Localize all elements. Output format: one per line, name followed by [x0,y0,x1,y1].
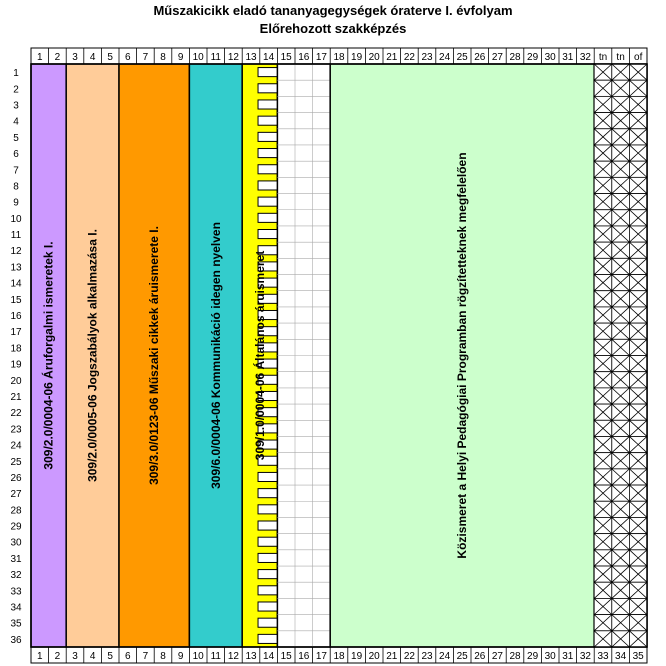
row-label: 30 [10,537,22,549]
column-label-top: 24 [439,52,451,63]
column-label-top: 7 [142,52,149,63]
notch [258,100,277,109]
column-label-top: 10 [192,52,204,63]
row-label: 21 [10,391,22,403]
row-label: 25 [10,456,22,468]
column-label-bottom: 14 [263,651,275,662]
row-label: 6 [13,149,19,161]
column-label-top: 26 [474,52,486,63]
column-label-bottom: 15 [280,651,292,662]
column-label-top: tn [598,52,608,63]
notch [258,586,277,595]
row-label: 23 [10,424,22,436]
row-label: 2 [13,84,19,96]
column-label-bottom: 22 [403,651,415,662]
row-label: 31 [10,553,22,565]
row-label: 14 [10,278,22,290]
row-label: 5 [13,132,19,144]
column-label-top: 18 [333,52,345,63]
column-label-top: 1 [37,52,43,63]
column-label-bottom: 29 [527,651,539,662]
column-label-top: 12 [227,52,239,63]
column-label-top: 29 [527,52,539,63]
notch [258,68,277,77]
notch [258,553,277,562]
row-label: 32 [10,570,22,582]
row-label: 22 [10,408,22,420]
column-label-top: tn [616,52,625,63]
column-label-top: 32 [579,52,591,63]
column-label-bottom: 21 [386,651,398,662]
notch [258,505,277,514]
row-label: 27 [10,489,22,501]
column-label-top: 16 [298,52,310,63]
row-label: 36 [10,634,22,646]
row-label: 19 [10,359,22,371]
notch [258,165,277,174]
column-label-bottom: 3 [72,651,78,662]
column-label-top: 2 [54,52,61,63]
column-label-bottom: 23 [421,651,433,662]
column-label-bottom: 6 [125,651,131,662]
column-label-top: 11 [210,52,221,63]
column-label-top: 15 [280,52,292,63]
column-label-bottom: 18 [333,651,345,662]
column-label-top: 8 [160,52,166,63]
column-label-bottom: 9 [177,651,184,662]
notch [258,521,277,530]
block-label: 309/6.0/0004-06 Kommunikáció idegen nyelven [208,222,223,489]
column-label-bottom: 35 [632,651,644,662]
row-label: 1 [13,68,19,80]
notch [258,181,277,190]
column-label-bottom: 20 [368,651,380,662]
block-label: Közismeret a Helyi Pedagógiai Programban rögzítetteknek megfelelően [455,152,470,559]
column-label-bottom: 7 [142,651,149,662]
column-label-bottom: 2 [54,651,61,662]
column-label-bottom: 34 [615,651,627,662]
block-label: 309/2.0/0005-06 Jogszabályok alkalmazása I. [85,229,100,482]
row-label: 35 [10,618,22,630]
row-label: 16 [10,311,22,323]
notch [258,213,277,222]
column-label-top: 31 [562,52,574,63]
column-label-bottom: 5 [107,651,113,662]
column-label-bottom: 11 [210,651,221,662]
row-label: 3 [13,100,19,112]
column-label-bottom: 25 [456,651,468,662]
column-label-top: 13 [245,52,257,63]
column-label-top: 6 [125,52,131,63]
row-label: 17 [10,327,22,339]
column-label-top: 28 [509,52,521,63]
column-label-top: 25 [456,52,468,63]
column-label-bottom: 4 [89,651,96,662]
notch [258,602,277,611]
column-label-bottom: 8 [160,651,166,662]
row-label: 11 [10,230,22,242]
notch [258,472,277,481]
row-label: 15 [10,294,22,306]
column-label-bottom: 1 [37,651,43,662]
notch [258,230,277,239]
column-label-bottom: 17 [315,651,327,662]
notch [258,634,277,643]
row-label: 34 [10,602,22,614]
notch [258,537,277,546]
row-label: 7 [13,165,19,177]
notch [258,618,277,627]
row-label: 26 [10,472,22,484]
block-label: 309/3.0/0123-06 Műszaki cikkek áruismerete I. [147,226,162,485]
notch [258,116,277,125]
row-label: 18 [10,343,22,355]
notch [258,197,277,206]
row-label: 8 [13,181,19,193]
column-label-top: 27 [491,52,503,63]
notch [258,132,277,141]
row-label: 24 [10,440,22,452]
row-label: 20 [10,375,22,387]
column-label-bottom: 12 [227,651,239,662]
column-label-bottom: 13 [245,651,257,662]
column-label-top: 21 [386,52,398,63]
column-label-bottom: 31 [562,651,574,662]
row-label: 4 [13,116,19,128]
row-label: 29 [10,521,22,533]
column-label-top: 3 [72,52,78,63]
column-label-bottom: 28 [509,651,521,662]
column-label-top: 14 [263,52,275,63]
column-label-top: 30 [544,52,556,63]
notch [258,149,277,158]
column-label-top: 9 [177,52,184,63]
row-label: 10 [10,213,22,225]
chart-subtitle: Előrehozott szakképzés [259,21,407,36]
column-label-bottom: 33 [597,651,609,662]
column-label-top: 5 [107,52,113,63]
block-label: 309/2.0/0004-06 Áruforgalmi ismeretek I. [41,241,56,470]
column-label-bottom: 26 [474,651,486,662]
block-label: 309/1.0/0004-06 Általános áruismeret [252,250,267,461]
column-label-bottom: 19 [351,651,363,662]
column-label-top: 19 [351,52,363,63]
column-label-top: 23 [421,52,433,63]
row-label: 33 [10,586,22,598]
notch [258,84,277,93]
column-label-bottom: 24 [439,651,451,662]
row-label: 13 [10,262,22,274]
column-label-top: 17 [315,52,327,63]
column-label-bottom: 27 [491,651,503,662]
column-label-top: 4 [89,52,96,63]
column-label-bottom: 30 [544,651,556,662]
column-label-bottom: 16 [298,651,310,662]
chart-title: Műszakicikk eladó tananyagegységek óraterve I. évfolyam [153,3,513,18]
row-label: 12 [10,246,22,258]
row-label: 9 [13,197,19,209]
column-label-top: 22 [403,52,415,63]
column-label-top: of [634,52,643,63]
row-label: 28 [10,505,22,517]
notch [258,489,277,498]
column-label-bottom: 32 [579,651,591,662]
column-label-top: 20 [368,52,380,63]
column-label-bottom: 10 [192,651,204,662]
notch [258,570,277,579]
